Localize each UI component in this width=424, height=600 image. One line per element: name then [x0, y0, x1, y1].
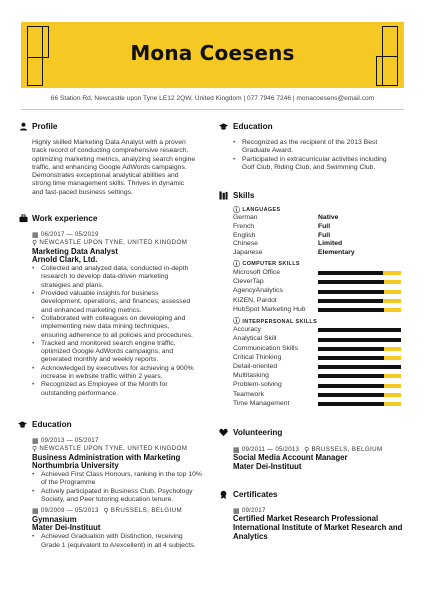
language-name: Japanese [233, 248, 263, 256]
contact-line: 66 Station Rd, Newcastle upon Tyne LE12 2QW, United Kingdom | 077 7946 7246 | monacoesens@email.com [50, 95, 375, 102]
language-row [233, 214, 401, 223]
computer-skill-level-bar [318, 271, 402, 275]
computer-skill-level-fill [318, 308, 385, 312]
list-item: • Recognized as Employee of the Month for outstanding performance. [32, 381, 197, 398]
profile-section [32, 139, 197, 197]
certificate-date-text: 09/2017 [241, 507, 266, 514]
interpersonal-skill-row [233, 326, 401, 335]
computer-skill-name: HubSpot Marketing Hub [233, 305, 306, 313]
graduation-cap-icon [219, 122, 228, 131]
edu-degree: Business Administration with Marketing [32, 452, 181, 462]
language-level: Full [318, 231, 331, 239]
list-item: • Achieved Graduation with Distinction, receiving Grade 1 (equivalent to A/excellent) in all 4 subjects. [32, 533, 202, 550]
computer-skill-name: AgencyAnalytics [233, 287, 283, 295]
interpersonal-skill-name: Communication Skills [233, 344, 298, 352]
edu-degree: Gymnasium [32, 514, 77, 524]
interpersonal-skill-row [233, 335, 401, 344]
computer-skill-row [233, 278, 401, 287]
certificate-issuer: International Institute of Market Research and Analytics [233, 523, 403, 541]
interpersonal-skill-row [233, 372, 401, 381]
edu-school: Mater Dei-Instituut [32, 523, 101, 533]
interpersonal-skill-row [233, 363, 401, 372]
interpersonal-skill-row [233, 399, 401, 408]
interpersonal-subhead [233, 318, 401, 326]
location-pin-icon: ⚲ [304, 446, 310, 454]
list-item: • Collected and analyzed data, conducted in-depth research to develop data-driven marketing strategies and plans. [32, 265, 197, 290]
skills-title: Skills [233, 191, 255, 200]
computer-skill-name: CleverTap [233, 278, 264, 286]
profile-title: Profile [32, 122, 58, 131]
interpersonal-title: INTERPERSONAL SKILLS [242, 318, 318, 325]
education-section [32, 437, 202, 550]
edu-dates-text: 09/2009 — 05/2013 [40, 507, 99, 515]
edu-bullets [32, 471, 202, 504]
language-name: German [233, 214, 258, 222]
interpersonal-skill-level-bar [318, 365, 402, 369]
interpersonal-skill-level-bar [318, 347, 402, 351]
interpersonal-skill-level-fill [318, 374, 385, 378]
computer-skill-level-fill [318, 271, 383, 275]
edu-location-text: NEWCASTLE UPON TYNE, UNITED KINGDOM [39, 445, 188, 453]
language-level: Native [318, 214, 339, 222]
volunteering-section [233, 446, 403, 472]
language-name: English [233, 231, 256, 239]
computer-skill-level-bar [318, 290, 402, 294]
education-title: Education [32, 420, 72, 429]
heart-icon [219, 428, 228, 437]
edu-right-bullets [233, 139, 401, 172]
interpersonal-skill-name: Teamwork [233, 390, 264, 398]
location-pin-icon: ⚲ [32, 239, 38, 247]
interpersonal-skill-level-fill [318, 338, 402, 342]
interpersonal-skill-level-fill [318, 384, 385, 388]
interpersonal-skills-list [233, 326, 401, 409]
computer-skill-level-bar [318, 308, 402, 312]
interpersonal-skill-name: Detail-oriented [233, 362, 278, 370]
volunteer-location-text: BRUSSELS, BELGIUM [311, 446, 383, 453]
language-name: Chinese [233, 240, 258, 248]
education-right-section [233, 139, 401, 172]
interpersonal-skill-level-fill [318, 356, 385, 360]
volunteering-title: Volunteering [233, 428, 283, 437]
list-item: • Recognized as the recipient of the 2013 Best Graduate Award. [233, 139, 401, 156]
calendar-icon: ▦ [233, 507, 240, 515]
interpersonal-skill-level-fill [318, 328, 402, 332]
edu-bullets [32, 533, 202, 550]
interpersonal-skill-level-bar [318, 384, 402, 388]
computer-skill-row [233, 269, 401, 278]
language-row [233, 249, 401, 258]
language-row [233, 223, 401, 232]
divider [21, 109, 404, 110]
computer-subhead [233, 260, 401, 268]
interpersonal-skill-level-bar [318, 393, 402, 397]
calendar-icon: ▦ [32, 231, 39, 239]
work-section [32, 231, 197, 398]
computer-skill-level-fill [318, 280, 385, 284]
calendar-icon: ▦ [233, 446, 240, 454]
computer-skill-level-bar [318, 280, 402, 284]
computer-skill-name: KIZEN, Pardot [233, 296, 277, 304]
computer-skills-list [233, 269, 401, 315]
education-right-title: Education [233, 122, 273, 131]
list-item: • Provided valuable insights for business development, operations, and finances; assessed and enhanced marketing metrics. [32, 290, 197, 315]
profile-icon [19, 122, 28, 131]
edu-school: Northumbria University [32, 461, 119, 471]
list-item: • Tracked and monitored search engine traffic, optimized Google AdWords campaigns, and generated monthly and weekly reports. [32, 340, 197, 365]
computer-skill-level-fill [318, 290, 385, 294]
interpersonal-skill-level-fill [318, 347, 385, 351]
list-item: • Achieved First Class Honours, ranking in the top 10% of the Programme [32, 471, 202, 488]
volunteer-org: Mater Dei-Instituut [233, 462, 302, 472]
candidate-name: Mona Coesens [130, 41, 295, 65]
briefcase-icon [19, 214, 28, 223]
interpersonal-skill-name: Problem-solving [233, 381, 282, 389]
computer-title: COMPUTER SKILLS [242, 261, 300, 268]
list-item: • Acknowledged by executives for achieving a 900% increase in website traffic within 2 years. [32, 365, 197, 382]
language-level: Elementary [318, 248, 355, 256]
interpersonal-skill-name: Accuracy [233, 326, 261, 334]
edu-dates [32, 437, 202, 445]
interpersonal-skill-level-bar [318, 402, 402, 406]
interpersonal-skill-level-bar [318, 328, 402, 332]
computer-skill-level-fill [318, 299, 383, 303]
skills-section [233, 206, 401, 408]
interpersonal-skill-name: Critical Thinking [233, 353, 282, 361]
volunteer-dates-text: 09/2011 — 05/2013 [241, 446, 300, 453]
interpersonal-skill-level-bar [318, 338, 402, 342]
interpersonal-skill-name: Analytical Skill [233, 335, 277, 343]
certificates-section [233, 507, 405, 542]
job-location-text: NEWCASTLE UPON TYNE, UNITED KINGDOM [39, 239, 188, 247]
volunteer-role: Social Media Account Manager [233, 453, 348, 463]
language-level: Limited [318, 240, 343, 248]
interpersonal-skill-level-bar [318, 356, 402, 360]
work-title: Work experience [32, 214, 98, 223]
certificates-title: Certificates [233, 490, 278, 499]
language-row [233, 240, 401, 249]
interpersonal-skill-level-fill [318, 365, 402, 369]
list-item: • Collaborated with colleagues on developing and implementing new data mining techniques, ensuring adherence to all policies and procedures. [32, 315, 197, 340]
header-banner [21, 22, 404, 88]
info-circle-icon: ⓘ [233, 260, 241, 268]
certificate-icon [219, 490, 228, 499]
interpersonal-skill-level-fill [318, 402, 385, 406]
interpersonal-skill-level-fill [318, 393, 385, 397]
edu-location-text: BRUSSELS, BELGIUM [110, 507, 183, 515]
interpersonal-skill-level-bar [318, 374, 402, 378]
graduation-cap-icon [18, 420, 27, 429]
computer-skill-row [233, 305, 401, 314]
certificate-name: Certified Market Research Professional [233, 514, 379, 524]
languages-title: LANGUAGES [242, 207, 281, 213]
computer-skill-row [233, 287, 401, 296]
interpersonal-skill-row [233, 390, 401, 399]
interpersonal-skill-row [233, 381, 401, 390]
interpersonal-skill-row [233, 353, 401, 362]
location-pin-icon: ⚲ [32, 445, 38, 453]
computer-skill-level-bar [318, 299, 402, 303]
interpersonal-skill-row [233, 344, 401, 353]
languages-subhead [233, 206, 401, 214]
interpersonal-skill-name: Time Management [233, 399, 290, 407]
calendar-icon: ▦ [32, 437, 39, 445]
edu-dates-text: 09/2013 — 05/2017 [40, 437, 99, 444]
job-dates [32, 231, 197, 239]
languages-list [233, 214, 401, 257]
job-role: Marketing Data Analyst [32, 246, 118, 256]
list-item: • Participated in extracurricular activities including Golf Club, Riding Club, and Swimming Club. [233, 156, 401, 173]
skills-icon [219, 191, 228, 200]
job-company: Arnold Clark, Ltd. [32, 255, 98, 265]
computer-skill-row [233, 296, 401, 305]
list-item: • Actively participated in Business Club, Psychology Society, and Peer tutoring education tenure. [32, 488, 202, 505]
info-circle-icon: ⓘ [233, 206, 241, 214]
profile-text: Highly skilled Marketing Data Analyst with a proven track record of conducting comprehensive research, optimizing marketing metrics, analyzing search engine traffic, and enhancing Google AdWords campaigns. Demonstrates exceptional analytical abilities and strong time management skills. Thrives in dynamic and fast-paced business settings. [32, 139, 196, 196]
language-name: French [233, 223, 255, 231]
language-level: Full [318, 223, 331, 231]
language-row [233, 231, 401, 240]
location-pin-icon: ⚲ [103, 508, 109, 516]
job-dates-text: 06/2017 — 05/2019 [40, 231, 99, 238]
interpersonal-skill-name: Multitasking [233, 372, 269, 380]
info-circle-icon: ⓘ [233, 318, 241, 326]
calendar-icon: ▦ [32, 508, 39, 516]
job-bullets [32, 265, 197, 398]
computer-skill-name: Microsoft Office [233, 269, 281, 276]
